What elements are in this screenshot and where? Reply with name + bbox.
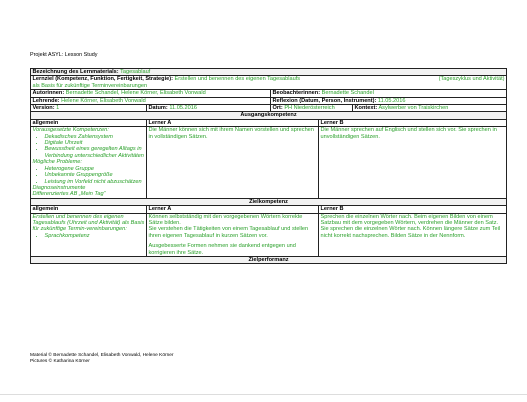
beobachterinnen-label: Beobachterinnen: [272,90,321,97]
datum-value: 11.05.2016 [169,105,197,112]
kontext-label: Kontext: [354,105,378,112]
footer [30,353,174,364]
cell-lehrende [31,97,271,104]
datum-label: Datum: [148,105,168,112]
list-item: • Digitale Uhrzeit [45,140,145,146]
row-ausgang-content [31,127,507,198]
probleme-heading: Mögliche Probleme: [32,159,82,166]
ziel-lerner-a-p1: Können selbstständig mit den vorgegebenen Wörtern korrekte Sätze bilden. [148,213,303,226]
differenziert-line: Differenziertes AB „Mein Tag“ [32,191,106,198]
lernziel-value-right: (Tageszyklus und Aktivität) [438,76,505,83]
ausgang-allgemein [31,127,147,198]
reflexion-value: 11.05.2016 [377,97,406,104]
list-item: • Heterogene Gruppe [45,166,145,172]
ziel-allgemein-text: Erstellen und benennen des eigenen Tagesablaufs (Uhrzeit und Aktivität) als Basis für zukünftige Termin-vereinbarungen: [32,213,145,233]
ziel-list [33,233,145,239]
ziel-lerner-b-p1: Sprechen die einzelnen Wörter nach. Beim eigenen Bilden von einem Satzbau mit dem vorgegeben Wörtern, verdrehen die Männer den Satz. [320,213,499,226]
project-title: Projekt ASYL: Lesson Study [30,52,98,58]
ort-label: Ort: [272,105,283,112]
lernziel-value-line2: als Basis für zukünftige Terminvereinbarungen [32,82,148,89]
lehrende-value: Helene Körner, Elisabeth Vonwald [61,97,146,104]
beobachterinnen-value: Bernadette Schandel [321,90,374,97]
row-ziel-headers [31,206,507,213]
ziel-col-allgemein: allgemein [31,206,147,213]
list-item: • Bewusstheit eines geregelten Alltags in Verbindung unterschiedlicher Aktivitäten [45,146,145,159]
ausgang-col-allgemein: allgemein [31,119,147,126]
cell-material [31,69,507,76]
lernziel-value: Erstellen und benennen des eigenen Tagesablaufs [174,76,301,83]
list-item: • Leistung im Vorfeld nicht abzuschätzen [45,179,145,185]
ausgang-col-lerner-b: Lerner B [319,119,507,126]
row-lehrende [31,97,507,104]
ziel-lerner-b [319,213,507,256]
cell-kontext [353,105,507,112]
vorausgesetzt-list [33,134,145,160]
kontext-value: Asylwerber von Traiskirchen [378,105,449,112]
zielperformanz-heading: Zielperformanz [31,256,507,263]
page-divider [0,394,527,395]
row-lernziel [31,76,507,90]
footer-pictures-credit: Pictures © Katharina Körner [30,358,90,364]
version-value: 1 [56,105,60,112]
reflexion-label: Reflexion (Datum, Person, Instrument): [272,97,377,104]
cell-ort [271,105,353,112]
ort-value: PH Niederösterreich [284,105,335,112]
list-item: • Unbekannte Gruppengröße [45,172,145,178]
cell-beobachterinnen [271,90,507,97]
cell-version [31,105,147,112]
ziel-allgemein [31,213,147,256]
cell-lernziel [31,76,507,90]
row-version [31,105,507,112]
ausgangskompetenz-heading: Ausgangskompetenz [31,112,507,119]
version-label: Version: [32,105,55,112]
row-zielperformanz [31,256,507,263]
row-ziel-content [31,213,507,256]
ausgang-col-lerner-a: Lerner A [147,119,319,126]
material-label: Bezeichnung des Lernmaterials: [32,69,119,75]
row-ziel-title [31,198,507,205]
ausgang-lerner-b: Die Männer sprechen auf Englisch und stellen sich vor. Sie sprechen in unvollständigen Sätzen. [319,127,507,198]
cell-autorinnen [31,90,271,97]
list-item: • Dekadisches Zahlensystem [45,134,145,140]
lehrende-label: Lehrende: [32,97,60,104]
footer-material-credit: Material © Bernadette Schandel, Elisabeth Vonwald, Helene Körner [30,353,174,358]
zielkompetenz-heading: Zielkompetenz [31,198,507,205]
row-autorinnen [31,90,507,97]
lernziel-label: Lernziel (Kompetenz, Funktion, Fertigkeit, Strategie): [32,76,173,83]
row-material [31,69,507,76]
probleme-list [33,166,145,185]
cell-reflexion [271,97,507,104]
autorinnen-label: Autorinnen: [32,90,65,97]
vorausgesetzt-heading: Vorausgesetzte Kompetenzen: [32,127,109,134]
ziel-lerner-a [147,213,319,256]
ziel-lerner-b-p2: Sie sprechen die einzelnen Wörter nach. Können längere Sätze zum Teil nicht korrekt nachsprechen. Bilden Sätze in der Nennform. [320,226,501,239]
list-item: • Sprachkompetenz [45,233,145,239]
material-value: Tagesablauf [120,69,151,75]
diagnose-line: Diagnoseinstrumente [32,184,86,191]
ziel-col-lerner-b: Lerner B [319,206,507,213]
lesson-study-table [30,68,507,264]
row-ausgang-headers [31,119,507,126]
cell-datum [147,105,271,112]
autorinnen-value: Bernadette Schandel, Helene Körner, Elisabeth Vonwald [65,90,206,97]
ziel-lerner-a-p2: Sie verstehen die Tätigkeiten von einem Tagesablauf und stellen ihren eigenen Tagesablauf in kurzen Sätzen vor. [148,226,309,239]
ziel-lerner-a-p3: Ausgebesserte Formen nehmen sie dankend entgegen und korrigieren ihre Sätze. [148,243,296,256]
row-ausgang-title [31,112,507,119]
ausgang-lerner-a: Die Männer können sich mit ihrem Namen vorstellen und sprechen in vollständigen Sätzen. [147,127,319,198]
ziel-col-lerner-a: Lerner A [147,206,319,213]
